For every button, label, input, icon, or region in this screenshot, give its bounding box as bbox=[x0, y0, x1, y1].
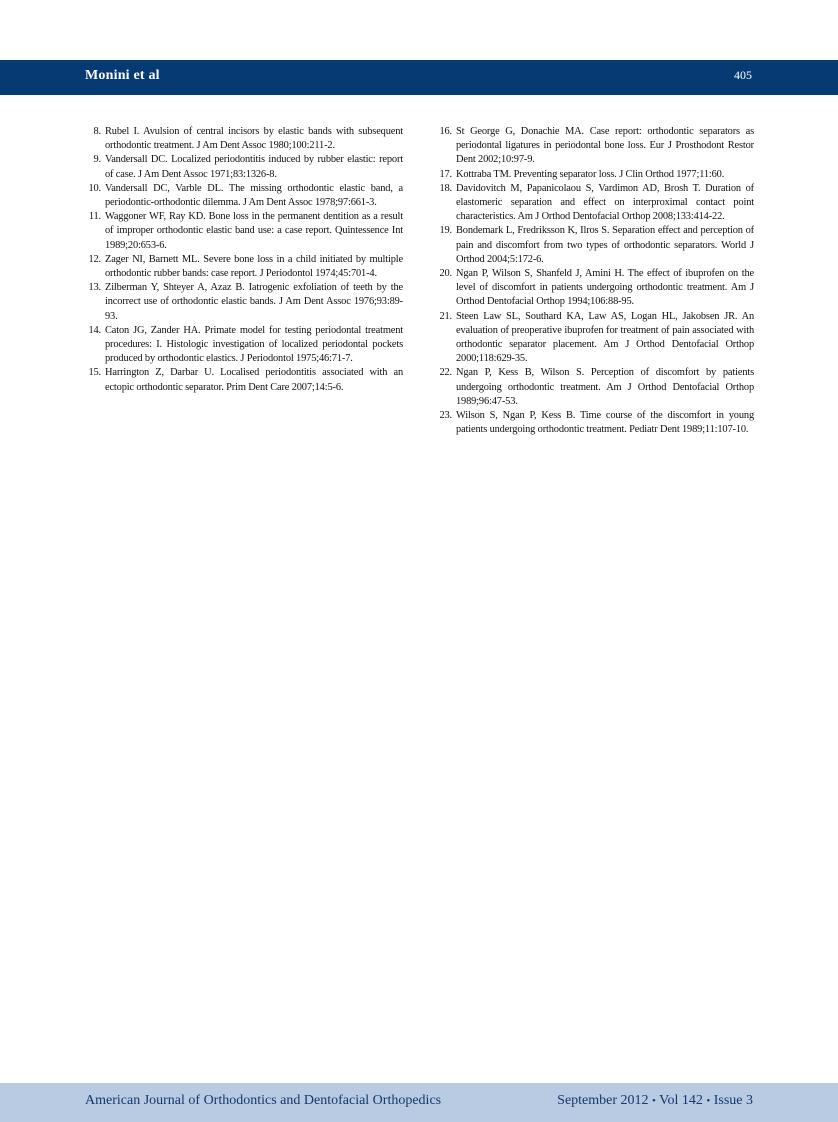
reference-text: Waggoner WF, Ray KD. Bone loss in the permanent dentition as a result of improper orthodontic elastic band use: a case report. Quintessence Int 1989;20:653-6. bbox=[105, 211, 403, 251]
reference-item bbox=[85, 210, 403, 253]
issue-volume: Vol 142 bbox=[659, 1093, 703, 1108]
reference-item bbox=[436, 310, 754, 367]
reference-item bbox=[436, 267, 754, 310]
reference-number: 12. bbox=[88, 253, 101, 265]
reference-text: Zager NI, Barnett ML. Severe bone loss in a child initiated by multiple orthodontic rubber bands: case report. J Periodontol 1974;45:701-4. bbox=[105, 253, 403, 280]
reference-text: Vandersall DC, Varble DL. The missing orthodontic elastic band, a periodontic-orthodontic dilemma. J Am Dent Assoc 1978;97:661-3. bbox=[105, 182, 403, 209]
reference-item bbox=[85, 366, 403, 394]
references-column-right bbox=[436, 125, 754, 437]
bullet-separator: • bbox=[652, 1095, 656, 1107]
reference-number: 15. bbox=[88, 367, 101, 379]
issue-info bbox=[557, 1093, 753, 1109]
issue-number: Issue 3 bbox=[713, 1093, 753, 1108]
reference-number: 13. bbox=[88, 282, 101, 294]
reference-item bbox=[85, 253, 403, 281]
bullet-separator: • bbox=[706, 1095, 711, 1107]
reference-number: 9. bbox=[93, 154, 101, 166]
reference-number: 20. bbox=[439, 268, 452, 280]
issue-date: September 2012 bbox=[557, 1093, 649, 1108]
reference-text: Ngan P, Kess B, Wilson S. Perception of discomfort by patients undergoing orthodontic treatment. Am J Orthod Dentofacial Orthop 1989;96:47-53. bbox=[456, 367, 754, 407]
reference-number: 14. bbox=[88, 324, 101, 336]
reference-text: Kottraba TM. Preventing separator loss. J Clin Orthod 1977;11:60. bbox=[456, 168, 725, 180]
reference-text: Wilson S, Ngan P, Kess B. Time course of the discomfort in young patients undergoing orthodontic treatment. Pediatr Dent 1989;11:107-10. bbox=[456, 410, 754, 436]
reference-text: Ngan P, Wilson S, Shanfeld J, Amini H. The effect of ibuprofen on the level of discomfort in patients undergoing orthodontic treatment. Am J Orthod Dentofacial Orthop 1994;106:88-95. bbox=[456, 268, 754, 308]
reference-number: 16. bbox=[439, 126, 452, 137]
reference-item bbox=[436, 125, 754, 168]
reference-text: Vandersall DC. Localized periodontitis induced by rubber elastic: report of case. J Am Dent Assoc 1971;83:1326-8. bbox=[105, 154, 403, 180]
reference-number: 17. bbox=[439, 168, 452, 180]
page-number: 405 bbox=[734, 68, 752, 82]
running-head-authors: Monini et al bbox=[85, 68, 160, 83]
reference-number: 22. bbox=[439, 367, 452, 379]
reference-text: Bondemark L, Fredriksson K, Ilros S. Separation effect and perception of pain and discomfort from two types of orthodontic separators. World J Orthod 2004;5:172-6. bbox=[456, 225, 754, 265]
reference-item bbox=[436, 182, 754, 225]
reference-item bbox=[436, 409, 754, 437]
running-footer bbox=[0, 1083, 838, 1122]
reference-number: 23. bbox=[439, 410, 452, 422]
reference-number: 11. bbox=[88, 211, 101, 223]
reference-text: Caton JG, Zander HA. Primate model for testing periodontal treatment procedures: I. Histologic investigation of localized periodontal pockets produced by orthodontic elastics. J Periodontol 1975;46:71-7. bbox=[105, 324, 403, 365]
reference-number: 10. bbox=[88, 182, 101, 194]
reference-item bbox=[436, 366, 754, 409]
reference-text: Harrington Z, Darbar U. Localised periodontitis associated with an ectopic orthodontic separator. Prim Dent Care 2007;14:5-6. bbox=[105, 367, 403, 393]
reference-item bbox=[85, 125, 403, 153]
reference-number: 8. bbox=[93, 126, 101, 137]
reference-text: Davidovitch M, Papanicolaou S, Vardimon AD, Brosh T. Duration of elastomeric separation and effect on interproximal contact point characteristics. Am J Orthod Dentofacial Orthop 2008;133:414-22. bbox=[456, 182, 754, 223]
reference-text: Rubel I. Avulsion of central incisors by elastic bands with subsequent orthodontic treatment. J Am Dent Assoc 1980;100:211-2. bbox=[105, 126, 403, 152]
journal-name: American Journal of Orthodontics and Dentofacial Orthopedics bbox=[85, 1093, 442, 1108]
reference-number: 19. bbox=[439, 225, 452, 237]
reference-item bbox=[436, 168, 754, 182]
reference-text: Zilberman Y, Shteyer A, Azaz B. Iatrogenic exfoliation of teeth by the incorrect use of orthodontic elastic bands. J Am Dent Assoc 1976;93:89-93. bbox=[105, 282, 403, 322]
reference-item bbox=[85, 182, 403, 210]
references-column-left bbox=[85, 125, 403, 395]
reference-text: Steen Law SL, Southard KA, Law AS, Logan HL, Jakobsen JR. An evaluation of preoperative ibuprofen for treatment of pain associated with orthodontic separator placement. Am J Orthod Dentofacial Orthop 2000;118:629-35. bbox=[456, 310, 754, 365]
reference-text: St George G, Donachie MA. Case report: orthodontic separators as periodontal ligatures in periodontal bone loss. Eur J Prosthodont Restor Dent 2002;10:97-9. bbox=[456, 126, 754, 166]
reference-item bbox=[85, 281, 403, 324]
reference-number: 18. bbox=[439, 182, 452, 194]
reference-item bbox=[85, 153, 403, 181]
reference-item bbox=[85, 324, 403, 367]
reference-number: 21. bbox=[439, 310, 452, 322]
running-header bbox=[0, 60, 838, 95]
reference-item bbox=[436, 224, 754, 267]
